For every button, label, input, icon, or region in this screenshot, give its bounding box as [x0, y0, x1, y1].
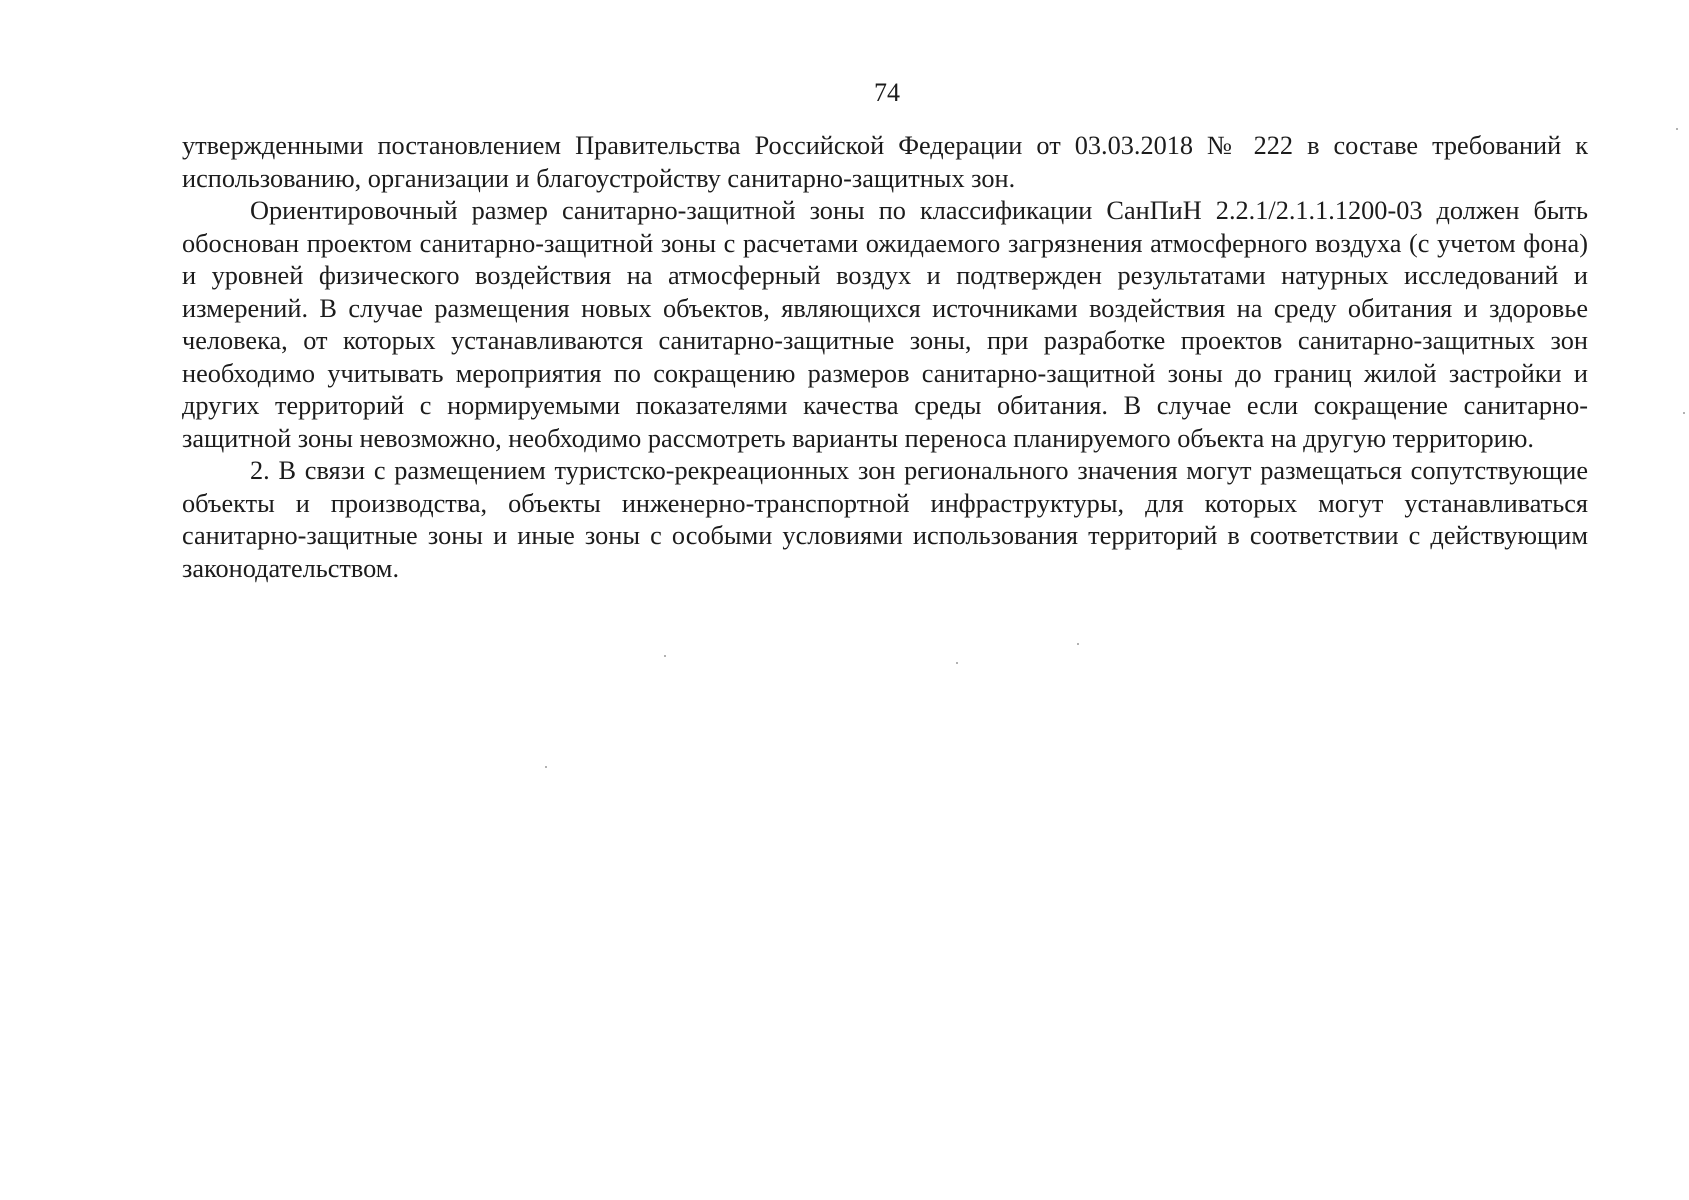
- paragraph-sanitary-zone-size: Ориентировочный размер санитарно-защитной зоны по классификации СанПиН 2.2.1/2.1.1.1200-03 должен быть обоснован проектом санитарно-защитной зоны с расчетами ожидаемого загрязнения атмосферного воздуха (с учетом фона) и уровней физического воздействия на атмосферный воздух и подтвержден результатами натурных исследований и измерений. В случае размещения новых объектов, являющихся источниками воздействия на среду обитания и здоровье человека, от которых устанавливаются санитарно-защитные зоны, при разработке проектов санитарно-защитных зон необходимо учитывать мероприятия по сокращению размеров санитарно-защитной зоны до границ жилой застройки и других территорий с нормируемыми показателями качества среды обитания. В случае если сокращение санитарно-защитной зоны невозможно, необходимо рассмотреть варианты переноса планируемого объекта на другую территорию.: [182, 196, 1588, 453]
- scan-speck: [956, 662, 958, 664]
- paragraph-continuation: утвержденными постановлением Правительства Российской Федерации от 03.03.2018 № 222 в составе требований к использованию, организации и благоустройству санитарно-защитных зон.: [182, 131, 1588, 193]
- scan-speck: [1077, 643, 1079, 645]
- scan-speck: [1683, 412, 1685, 414]
- scan-speck: [545, 766, 547, 768]
- scan-speck: [664, 655, 666, 657]
- page-number: 74: [874, 78, 900, 107]
- scan-speck: [1676, 128, 1678, 130]
- paragraph-item-2: 2. В связи с размещением туристско-рекреационных зон регионального значения могут размещаться сопутствующие объекты и производства, объекты инженерно-транспортной инфраструктуры, для которых могут устанавливаться санитарно-защитные зоны и иные зоны с особыми условиями использования территорий в соответствии с действующим законодательством.: [182, 456, 1588, 583]
- document-body: [182, 130, 1588, 585]
